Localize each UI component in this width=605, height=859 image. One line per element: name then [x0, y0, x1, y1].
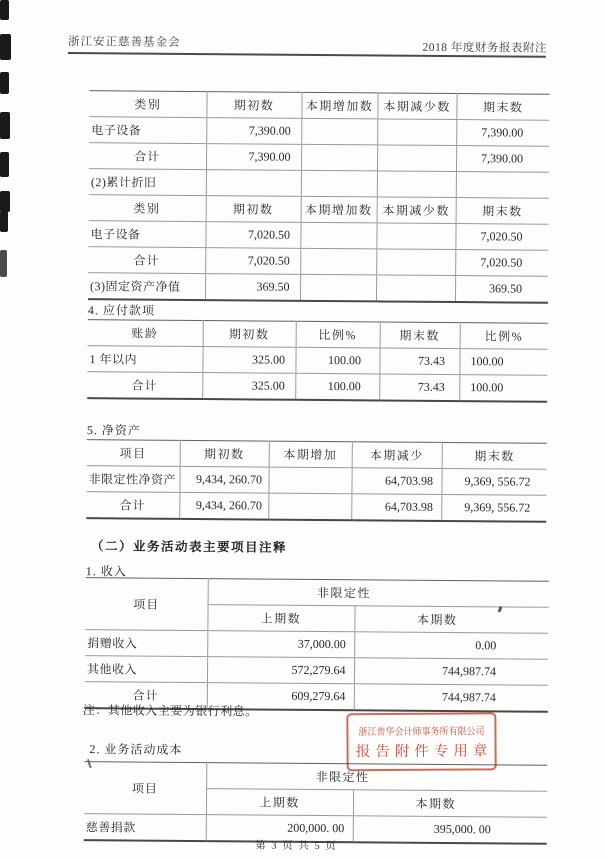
header-cell: 类别: [89, 195, 206, 222]
data-cell: 7,390.00: [206, 144, 301, 171]
empty-cell: [300, 222, 376, 249]
header-cell: 期末数: [456, 94, 549, 121]
header-cell: 期初数: [203, 321, 296, 348]
page-number: 第 3 页 共 5 页: [255, 840, 338, 853]
empty-cell: [268, 467, 351, 494]
data-cell: 9,434, 260.70: [179, 492, 268, 519]
data-cell: 744,987.74: [354, 684, 548, 712]
table-row: [88, 247, 548, 277]
row-label: 合计: [87, 372, 202, 399]
row-label: 合计: [89, 143, 206, 170]
row-label: 其他收入: [85, 656, 207, 683]
income-section-title: 1. 收入: [85, 564, 127, 579]
data-cell: 7,020.50: [455, 250, 548, 277]
table-row: [87, 440, 547, 470]
row-label: 合计: [85, 682, 207, 709]
header-cell: 类别: [89, 91, 206, 118]
table-row: [86, 466, 546, 496]
table-row: [85, 630, 548, 660]
header-cell: 期末数: [442, 442, 547, 469]
payables-section-title: 4. 应付款项: [87, 303, 155, 318]
data-cell: 369.50: [455, 276, 548, 303]
income-table: [85, 577, 549, 713]
table-row: [86, 492, 546, 522]
data-cell: 64,703.98: [351, 468, 441, 495]
data-cell: 7,020.50: [205, 248, 300, 275]
cost-section-title: 2. 业务活动成本: [89, 742, 183, 757]
header-cell: 本期增加数: [301, 92, 377, 119]
header-cell: 非限定性: [208, 579, 549, 608]
header-cell: 项目: [87, 440, 180, 467]
empty-cell: [301, 118, 377, 145]
header-cell: 本期减少数: [377, 93, 456, 120]
empty-cell: [268, 493, 351, 520]
data-cell: 9,434, 260.70: [179, 466, 268, 493]
table-row: [87, 346, 547, 376]
report-title: 2018 年度财务报表附注: [422, 41, 547, 55]
data-cell: 73.43: [379, 374, 459, 401]
header-cell: 上期数: [207, 605, 354, 632]
table-row: [88, 273, 548, 303]
data-cell: 7,020.50: [205, 222, 300, 249]
table-row: [89, 143, 549, 173]
row-label: 合计: [86, 492, 179, 519]
empty-cell: [456, 172, 549, 199]
stamp-purpose-line: 报告附件专用章: [355, 743, 493, 761]
data-cell: 100.00: [459, 349, 547, 376]
table-row: [89, 117, 549, 147]
empty-cell: [377, 171, 456, 198]
data-cell: 369.50: [205, 274, 300, 301]
header-cell: 期初数: [180, 440, 269, 467]
empty-cell: [301, 170, 377, 197]
row-label: 慈善捐款: [84, 814, 206, 841]
data-cell: 73.43: [379, 348, 459, 375]
header-cell: 非限定性: [206, 763, 547, 792]
table-row: [85, 656, 548, 686]
table-row: [89, 195, 549, 225]
row-label: 电子设备: [88, 221, 205, 248]
header-cell: 比例%: [460, 323, 548, 350]
row-label: 1 年以内: [87, 346, 202, 373]
net-assets-table: [86, 439, 547, 523]
row-label: (2)累计折旧: [89, 169, 206, 196]
header-cell: 期末数: [456, 198, 549, 225]
header-cell: 项目: [85, 578, 207, 631]
data-cell: 325.00: [202, 373, 295, 400]
empty-cell: [300, 274, 376, 301]
cost-table: [84, 761, 548, 845]
header-cell: 项目: [84, 762, 206, 815]
header-cell: 本期数: [353, 790, 547, 818]
net-assets-section-title: 5. 净资产: [86, 423, 142, 438]
empty-cell: [376, 275, 455, 302]
table-row: [87, 372, 547, 402]
header-cell: 本期增加: [269, 441, 352, 468]
row-label: 捐赠收入: [85, 630, 207, 657]
table-row: [89, 91, 549, 121]
header-cell: 账龄: [88, 320, 203, 347]
empty-cell: [376, 223, 455, 250]
empty-cell: [377, 145, 456, 172]
empty-cell: [376, 249, 455, 276]
empty-cell: [301, 144, 377, 171]
header-cell: 期末数: [380, 322, 460, 349]
data-cell: 37,000.00: [207, 631, 354, 658]
row-label: 非限定性净资产: [86, 466, 179, 493]
table-row: [88, 221, 548, 251]
data-cell: 7,020.50: [455, 224, 548, 251]
data-cell: 395,000. 00: [353, 816, 547, 844]
data-cell: 572,279.64: [207, 657, 354, 684]
data-cell: 7,390.00: [206, 118, 301, 145]
table-row: [86, 578, 549, 608]
table-row: [89, 169, 549, 199]
data-cell: 64,703.98: [351, 494, 441, 521]
data-cell: 7,390.00: [456, 120, 549, 147]
row-label: (3)固定资产净值: [88, 273, 205, 300]
header-cell: 期初数: [206, 196, 301, 223]
stamp-company-line: 浙江普华会计师事务所有限公司: [358, 726, 485, 739]
company-name: 浙江安正慈善基金会: [67, 35, 181, 49]
data-cell: 100.00: [295, 347, 379, 374]
fixed-assets-table: [88, 90, 550, 304]
empty-cell: [206, 170, 301, 197]
header-cell: 本期减少数: [377, 197, 456, 224]
data-cell: 7,390.00: [456, 146, 549, 173]
data-cell: 100.00: [459, 375, 547, 402]
empty-cell: [377, 119, 456, 146]
payables-table: [87, 319, 548, 403]
header-cell: 本期增加数: [301, 196, 377, 223]
data-cell: 200,000. 00: [206, 815, 353, 843]
row-label: 合计: [88, 247, 205, 274]
header-cell: 比例%: [296, 321, 380, 348]
data-cell: 609,279.64: [207, 683, 354, 711]
data-cell: 9,369, 556.72: [441, 494, 546, 521]
header-cell: 本期数: [354, 606, 548, 634]
header-cell: 期初数: [206, 92, 301, 119]
activity-notes-title: （二）业务活动表主要项目注释: [90, 539, 288, 555]
income-note: 注：其他收入主要为银行利息。: [82, 703, 258, 719]
empty-cell: [300, 248, 376, 275]
row-label: 电子设备: [89, 117, 206, 144]
header-cell: 上期数: [206, 789, 353, 816]
data-cell: 744,987.74: [354, 658, 548, 686]
data-cell: 0.00: [354, 632, 548, 660]
header-cell: 本期减少: [352, 442, 442, 469]
data-cell: 100.00: [295, 373, 379, 400]
table-row: [88, 320, 548, 350]
auditor-stamp: [346, 712, 496, 771]
data-cell: 325.00: [202, 347, 295, 374]
data-cell: 9,369, 556.72: [441, 468, 546, 495]
